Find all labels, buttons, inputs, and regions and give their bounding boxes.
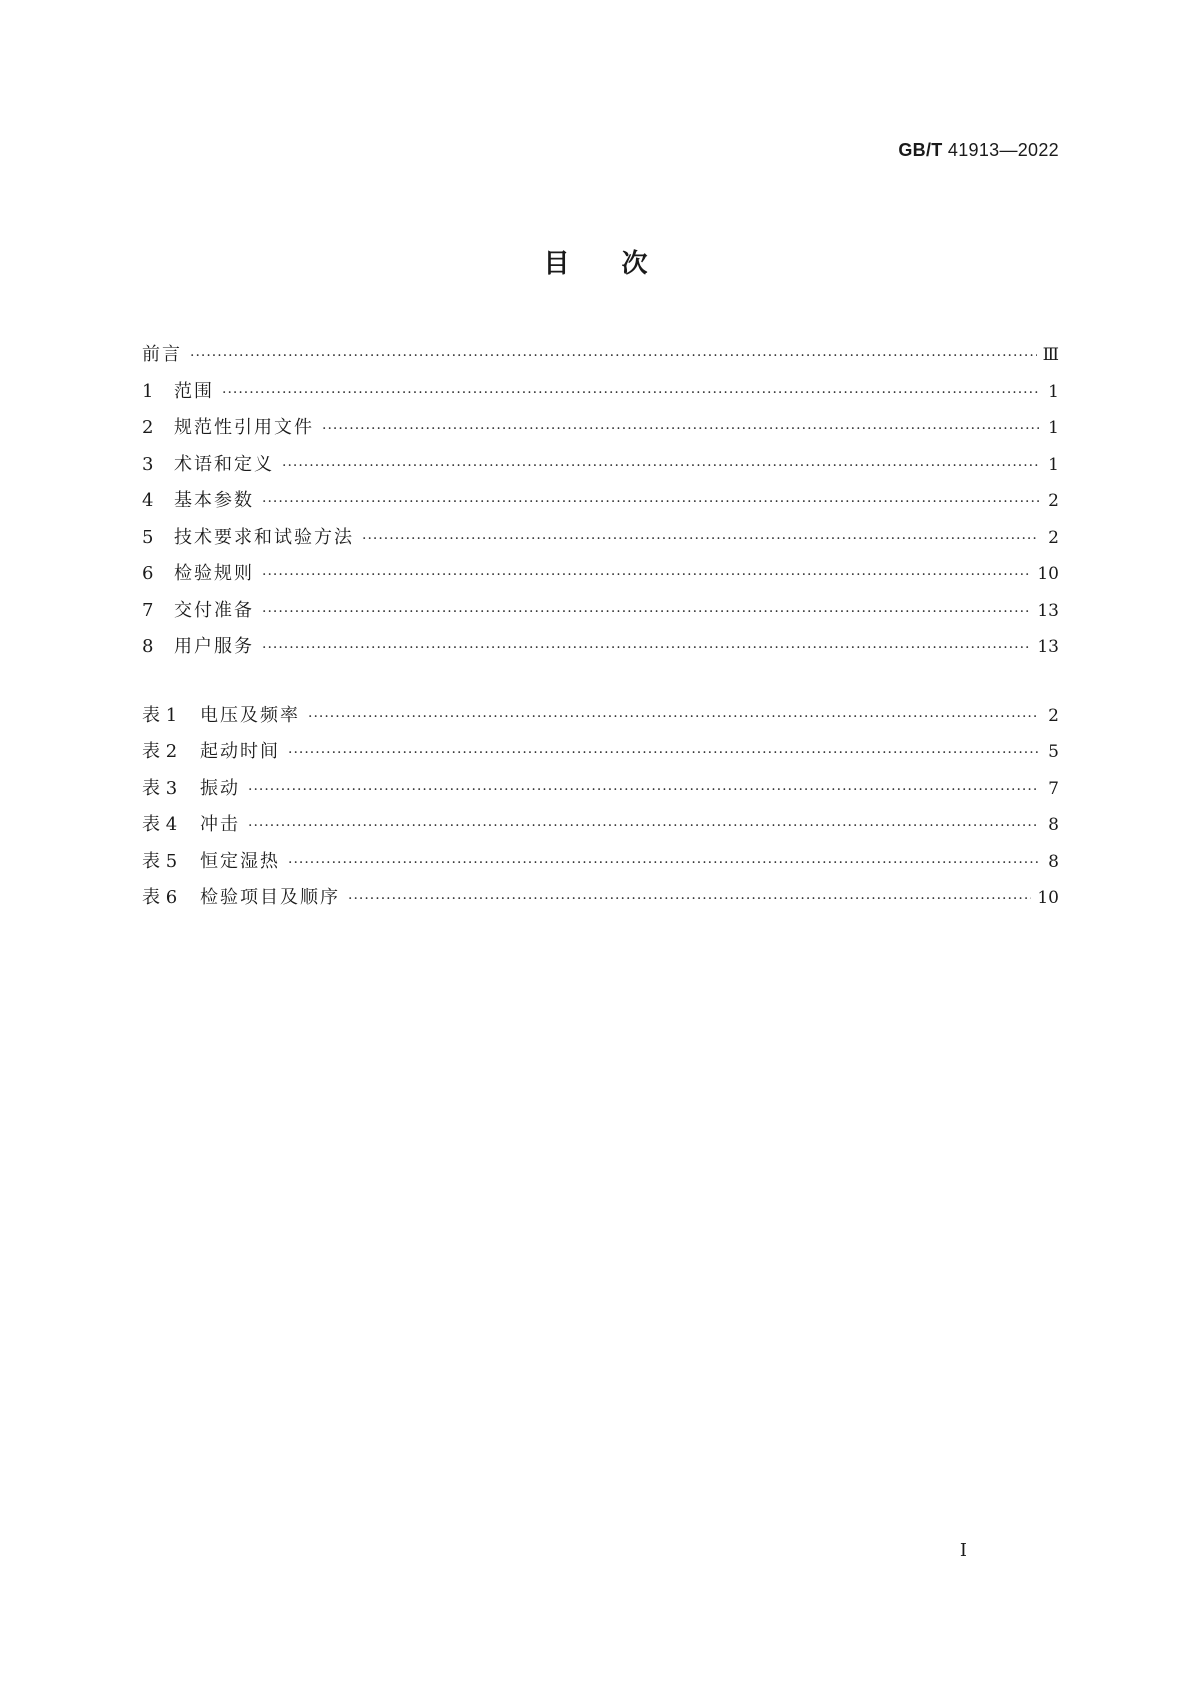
toc-table-number: 表 6 xyxy=(142,887,178,908)
toc-entry-3[interactable] xyxy=(142,450,1059,487)
toc-entry-page: Ⅲ xyxy=(1042,345,1059,365)
toc-entry-7[interactable] xyxy=(142,596,1059,633)
toc-table-number: 表 1 xyxy=(142,704,178,726)
table-of-contents xyxy=(142,340,1059,920)
toc-leader-dots xyxy=(248,818,1039,834)
toc-table-6[interactable] xyxy=(142,883,1059,920)
toc-table-label: 冲击 xyxy=(200,814,240,835)
toc-entry-number: 3 xyxy=(142,453,154,475)
toc-leader-dots xyxy=(248,782,1039,798)
toc-table-5[interactable] xyxy=(142,847,1059,884)
toc-table-4[interactable] xyxy=(142,810,1059,847)
standard-code xyxy=(898,140,1059,161)
toc-table-page: 8 xyxy=(1048,851,1059,872)
toc-entry-page: 2 xyxy=(1048,527,1059,548)
toc-table-label: 恒定湿热 xyxy=(200,850,280,872)
toc-entry-page: 1 xyxy=(1048,454,1059,475)
toc-leader-dots xyxy=(262,494,1039,510)
toc-entry-label: 技术要求和试验方法 xyxy=(174,526,354,548)
toc-entry-number: 2 xyxy=(142,417,154,438)
toc-entry-foreword[interactable] xyxy=(142,340,1059,377)
toc-table-label: 起动时间 xyxy=(200,741,280,762)
toc-leader-dots xyxy=(308,709,1039,725)
toc-leader-dots xyxy=(348,891,1031,907)
toc-table-label: 振动 xyxy=(200,777,240,799)
toc-leader-dots xyxy=(190,348,1037,364)
toc-table-label: 检验项目及顺序 xyxy=(200,887,340,908)
toc-leader-dots xyxy=(222,385,1039,401)
toc-table-page: 7 xyxy=(1048,778,1059,799)
toc-entry-5[interactable] xyxy=(142,523,1059,560)
toc-entry-label: 规范性引用文件 xyxy=(174,417,314,438)
toc-table-page: 2 xyxy=(1048,705,1059,726)
toc-entry-6[interactable] xyxy=(142,559,1059,596)
toc-leader-dots xyxy=(262,567,1031,583)
toc-entry-4[interactable] xyxy=(142,486,1059,523)
toc-entry-label: 用户服务 xyxy=(174,636,254,657)
toc-entry-label: 交付准备 xyxy=(174,599,254,621)
toc-entry-label: 前言 xyxy=(142,344,182,365)
toc-entry-page: 13 xyxy=(1037,637,1059,657)
toc-table-2[interactable] xyxy=(142,737,1059,774)
toc-leader-dots xyxy=(262,640,1031,656)
toc-table-number: 表 2 xyxy=(142,741,178,762)
toc-chapters xyxy=(142,340,1059,669)
toc-leader-dots xyxy=(288,745,1039,761)
toc-entry-1[interactable] xyxy=(142,377,1059,414)
toc-entry-number: 4 xyxy=(142,490,154,511)
toc-table-number: 表 4 xyxy=(142,814,178,835)
toc-table-label: 电压及频率 xyxy=(200,704,300,726)
toc-entry-page: 13 xyxy=(1037,600,1059,621)
page-title: 目次 xyxy=(543,249,700,279)
toc-tables xyxy=(142,701,1059,920)
toc-entry-2[interactable] xyxy=(142,413,1059,450)
toc-entry-page: 2 xyxy=(1048,491,1059,511)
toc-entry-label: 检验规则 xyxy=(174,563,254,584)
toc-table-number: 表 3 xyxy=(142,777,178,799)
toc-leader-dots xyxy=(262,604,1031,620)
toc-entry-number: 7 xyxy=(142,599,154,621)
toc-entry-label: 范围 xyxy=(174,380,214,402)
toc-table-number: 表 5 xyxy=(142,850,178,872)
toc-entry-number: 8 xyxy=(142,636,154,657)
toc-table-page: 10 xyxy=(1037,888,1059,908)
toc-table-1[interactable] xyxy=(142,701,1059,738)
toc-table-page: 8 xyxy=(1048,815,1059,835)
toc-leader-dots xyxy=(362,531,1039,547)
page-number: I xyxy=(959,1540,967,1561)
toc-leader-dots xyxy=(322,421,1039,437)
toc-table-page: 5 xyxy=(1048,742,1059,762)
toc-entry-8[interactable] xyxy=(142,632,1059,669)
toc-entry-number: 5 xyxy=(142,526,154,548)
toc-entry-number: 6 xyxy=(142,563,154,584)
toc-leader-dots xyxy=(288,855,1039,871)
toc-entry-page: 1 xyxy=(1048,418,1059,438)
toc-entry-label: 基本参数 xyxy=(174,490,254,511)
toc-table-3[interactable] xyxy=(142,774,1059,811)
toc-leader-dots xyxy=(282,458,1039,474)
toc-entry-number: 1 xyxy=(142,380,154,402)
toc-entry-page: 1 xyxy=(1048,381,1059,402)
standard-number: 41913—2022 xyxy=(947,140,1059,160)
toc-entry-page: 10 xyxy=(1037,564,1059,584)
standard-prefix: GB/T xyxy=(898,140,943,160)
toc-entry-label: 术语和定义 xyxy=(174,453,274,475)
